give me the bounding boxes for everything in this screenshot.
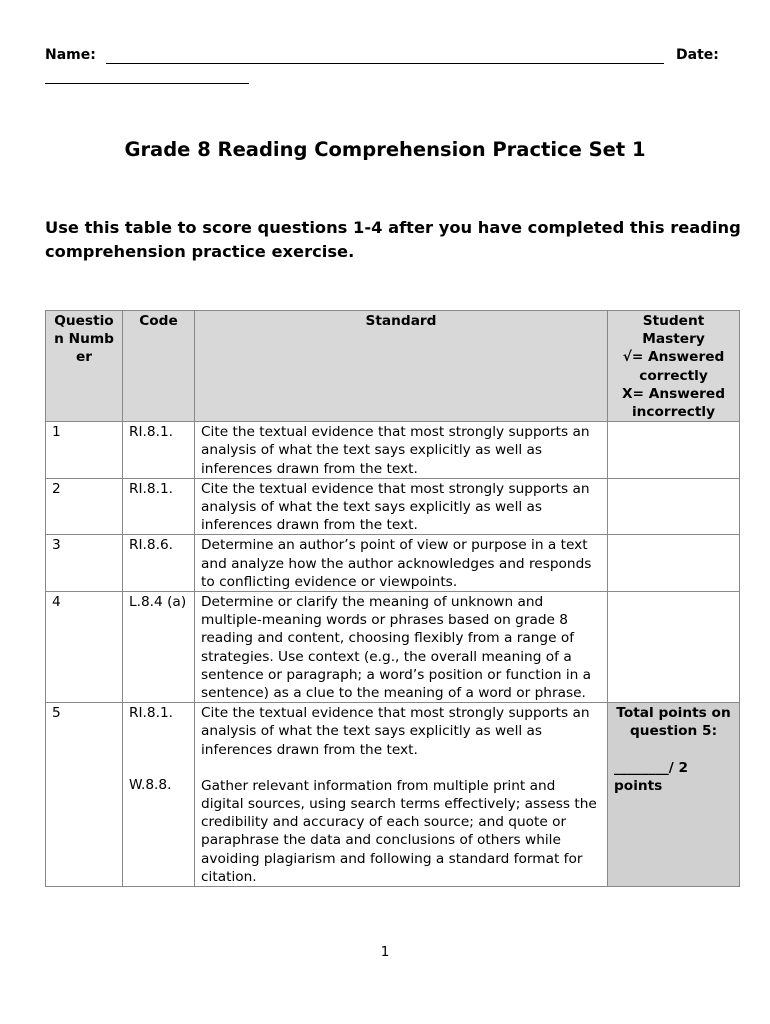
standard-text: Cite the textual evidence that most strongly supports an analysis of what the text says explicitly as well as inferences drawn from the text. <box>195 478 608 535</box>
mastery-title: Student Mastery <box>642 313 705 348</box>
standard-code-1: RI.8.1. <box>129 705 174 722</box>
name-label: Name: <box>45 47 96 63</box>
scoring-table <box>45 310 740 887</box>
table-header-row <box>46 311 740 422</box>
standard-text: Determine or clarify the meaning of unknown and multiple-meaning words or phrases based on grade 8 reading and content, choosing flexibly from a range of strategies. Use context (e.g., the overall meaning of a sentence or paragraph; a word’s position or function in a sentence) as a clue to the meaning of a word or phrase. <box>195 592 608 703</box>
standard-text <box>195 703 608 887</box>
table-row <box>46 478 740 535</box>
standard-text: Determine an author’s point of view or purpose in a text and analyze how the author acknowledges and responds to conflicting evidence or viewpoints. <box>195 535 608 592</box>
mastery-cell[interactable] <box>608 535 740 592</box>
standard-code: RI.8.6. <box>123 535 195 592</box>
mastery-cell[interactable] <box>608 422 740 479</box>
mastery-cell[interactable] <box>608 478 740 535</box>
table-row <box>46 703 740 887</box>
header-question-number: Question Number <box>46 311 123 422</box>
standard-text-1: Cite the textual evidence that most strongly supports an analysis of what the text says explicitly as well as inferences drawn from the text. <box>201 705 590 758</box>
points-blank[interactable]: ________/ 2 points <box>614 759 689 794</box>
header-code: Code <box>123 311 195 422</box>
question-number: 1 <box>46 422 123 479</box>
standard-text-2: Gather relevant information from multiple print and digital sources, using search terms effectively; assess the credibility and accuracy of each source; and quote or paraphrase the data and conclusions of others while avoiding plagiarism and following a standard format for citation. <box>201 777 597 885</box>
name-blank[interactable] <box>106 63 664 64</box>
total-points-label: Total points on question 5: <box>616 705 731 740</box>
date-label: Date: <box>676 47 719 63</box>
table-row <box>46 422 740 479</box>
page-number: 1 <box>380 944 390 960</box>
table-row <box>46 592 740 703</box>
mastery-cell[interactable] <box>608 592 740 703</box>
standard-code: L.8.4 (a) <box>123 592 195 703</box>
standard-code-2: W.8.8. <box>129 777 172 794</box>
standard-text: Cite the textual evidence that most strongly supports an analysis of what the text says explicitly as well as inferences drawn from the text. <box>195 422 608 479</box>
date-blank[interactable] <box>45 83 249 84</box>
mastery-incorrect-key: X= Answered incorrectly <box>621 385 726 421</box>
mastery-correct-key: √= Answered correctly <box>622 349 725 384</box>
question-number: 2 <box>46 478 123 535</box>
question-number: 3 <box>46 535 123 592</box>
table-row <box>46 535 740 592</box>
instructions: Use this table to score questions 1-4 after you have completed this reading comprehension practice exercise. <box>45 218 741 261</box>
standard-code: RI.8.1. <box>123 478 195 535</box>
header-student-mastery <box>608 311 740 422</box>
question-number: 5 <box>46 703 123 887</box>
header-standard: Standard <box>195 311 608 422</box>
question-number: 4 <box>46 592 123 703</box>
standard-code <box>123 703 195 887</box>
page-title: Grade 8 Reading Comprehension Practice Set 1 <box>124 138 646 161</box>
total-points-cell <box>608 703 740 887</box>
standard-code: RI.8.1. <box>123 422 195 479</box>
